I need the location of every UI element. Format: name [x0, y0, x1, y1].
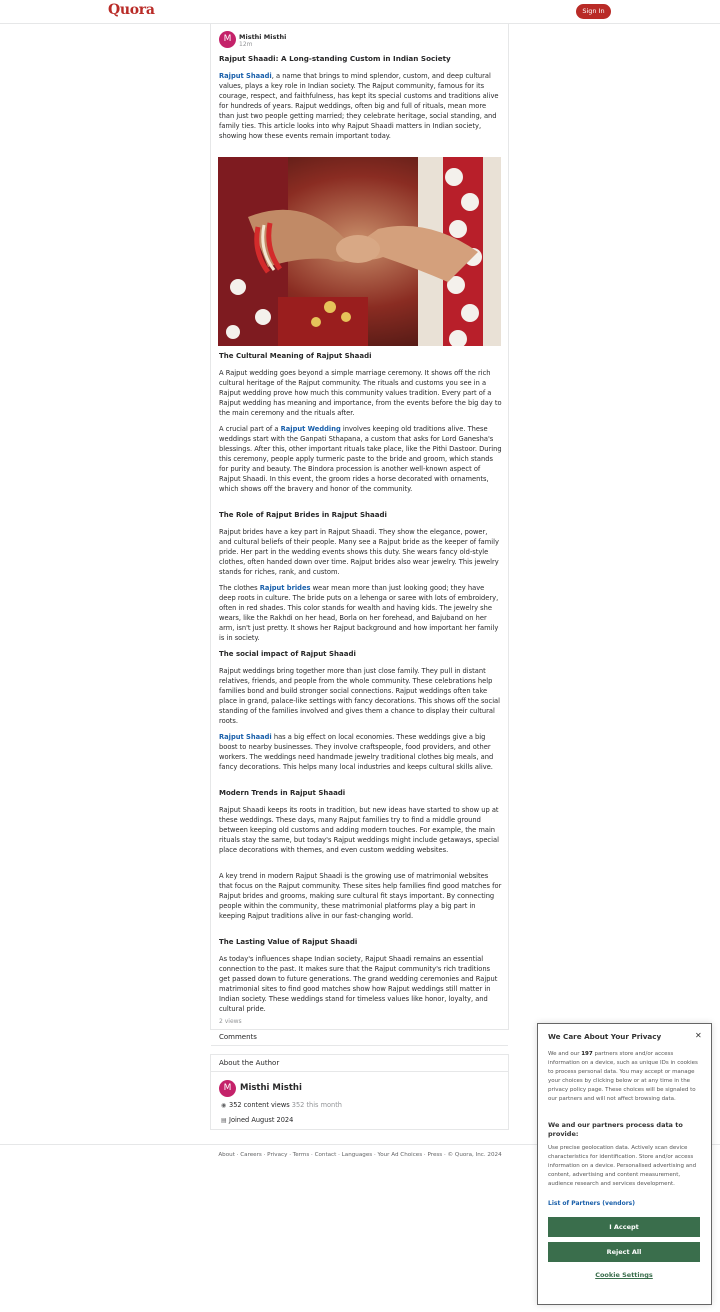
consent-subheading: We and our partners process data to provide:	[548, 1121, 683, 1138]
consent-title: We Care About Your Privacy	[548, 1032, 662, 1041]
author-avatar[interactable]: M	[219, 31, 236, 48]
view-count: 2 views	[219, 1018, 242, 1025]
section-heading-cultural-meaning: The Cultural Meaning of Rajput Shaadi	[219, 352, 372, 360]
sign-in-button[interactable]: Sign In	[576, 4, 611, 19]
comments-label: Comments	[219, 1033, 257, 1041]
section-paragraph: As today's influences shape Indian society, Rajput Shaadi remains an essential connection to the past. It makes sure that the Rajput community's rich traditions get passed down to future generations. The grand wedding ceremonies and Rajput matrimonial sites to find good matches show how Rajput weddings still matter in Indian society. These weddings stand for timeless values like honor, loyalty, and cultural pride.	[219, 955, 498, 1013]
section-paragraph: Rajput Shaadi has a big effect on local economies. These weddings give a big boost to nearby businesses. They involve craftspeople, food providers, and other workers. The weddings need handmade jewelry traditional clothes big meals, and fancy decorations. This helps many local industries and keeps cultural skills alive.	[219, 733, 494, 771]
post-title: Rajput Shaadi: A Long-standing Custom in Indian Society	[219, 54, 451, 63]
joined-stat: ▤ Joined August 2024	[221, 1116, 294, 1124]
section-heading-rajput-brides: The Role of Rajput Brides in Rajput Shaadi	[219, 511, 387, 519]
section-heading-modern-trends: Modern Trends in Rajput Shaadi	[219, 789, 346, 797]
consent-purposes: Use precise geolocation data. Actively scan device characteristics for identification. Store and/or access information on a device. Personalised advertising and content, advertising and content measurement, audience research and services development.	[548, 1145, 697, 1187]
section-paragraph: The clothes Rajput brides wear mean more than just looking good; they have deep roots in culture. The bride puts on a lehenga or saree with lots of embroidery, often in red shades. This color stands for wealth and having kids. The jewelry she wears, like the Rakhdi on her head, Borla on her forehead, and Bajuband on her arm, isn't just pretty. It shows her Rajput background and how important her family is in society.	[219, 584, 499, 642]
quora-logo[interactable]: Quora	[108, 2, 155, 18]
about-author-title: About the Author	[219, 1059, 280, 1067]
eye-icon: ◉	[221, 1102, 227, 1109]
about-author-name[interactable]: Misthi Misthi	[240, 1083, 302, 1093]
cookie-settings-button[interactable]: Cookie Settings	[595, 1271, 653, 1279]
reject-all-button[interactable]: Reject All	[548, 1242, 700, 1262]
wedding-photo	[218, 157, 501, 346]
calendar-icon: ▤	[221, 1117, 227, 1124]
comments-section[interactable]	[211, 1029, 508, 1046]
section-paragraph: A Rajput wedding goes beyond a simple marriage ceremony. It shows off the rich cultural heritage of the Rajput community. The rituals and customs you see in a Rajput wedding prove how much this community values tradition. Every part of a Rajput wedding has meaning and importance, from the events before the big day to the main ceremony and the rituals after.	[219, 369, 502, 417]
rajput-shaadi-link[interactable]: Rajput Shaadi	[219, 72, 272, 80]
author-name[interactable]: Misthi Misthi	[239, 33, 287, 41]
rajput-brides-link[interactable]: Rajput brides	[259, 584, 311, 592]
top-bar	[0, 0, 720, 24]
section-heading-lasting-value: The Lasting Value of Rajput Shaadi	[219, 938, 358, 946]
section-paragraph: A key trend in modern Rajput Shaadi is the growing use of matrimonial websites that focus on the Rajput community. These sites help families find good matches for Rajput brides and grooms, making sure cultural fit stays important. By connecting people within the community, these matrimonial platforms play a big part in keeping Rajput traditions alive in our fast-changing world.	[219, 872, 502, 920]
section-paragraph: Rajput weddings bring together more than just close family. They pull in distant relatives, friends, and people from the whole community. These celebrations help families bond and build stronger social connections. Rajput weddings often take place in grand, palace-like settings with fancy decorations. This shows off the social standing of the families involved and gives them a chance to display their cultural roots.	[219, 667, 501, 725]
wedding-hands-image	[218, 157, 501, 346]
post-timestamp[interactable]: 12m	[239, 41, 253, 48]
footer-links[interactable]: About · Careers · Privacy · Terms · Contact · Languages · Your Ad Choices · Press · © Quora, Inc. 2024	[218, 1152, 502, 1158]
author-avatar[interactable]: M	[219, 1080, 236, 1097]
accept-button[interactable]: I Accept	[548, 1217, 700, 1237]
consent-description: We and our 197 partners store and/or access information on a device, such as unique IDs in cookies to process personal data. You may accept or manage your choices by clicking below or at any time in the privacy policy page. These choices will be signaled to our partners and will not affect browsing data.	[548, 1051, 698, 1102]
section-paragraph: A crucial part of a Rajput Wedding involves keeping old traditions alive. These weddings start with the Ganpati Sthapana, a custom that asks for Lord Ganesha's blessings. After this, other important rituals take place, like the Pithi Dastoor. During this ceremony, people apply turmeric paste to the bride and groom, which stands for purity and beauty. The Bindora procession is another well-known aspect of Rajput Shaadi. In this event, the groom rides a horse decorated with ornaments, which shows off the bravery and honor of the community.	[219, 425, 502, 493]
section-heading-social-impact: The social impact of Rajput Shaadi	[219, 650, 356, 658]
rajput-wedding-link[interactable]: Rajput Wedding	[280, 425, 341, 433]
rajput-shaadi-link[interactable]: Rajput Shaadi	[219, 733, 272, 741]
divider	[211, 1071, 508, 1072]
section-paragraph: Rajput brides have a key part in Rajput Shaadi. They show the elegance, power, and cultural beliefs of their people. Many see a Rajput bride as the keeper of family pride. Her part in the wedding events shows this duty. She wears fancy old-style clothes, often handed down over time. Rajput brides also wear jewelry. This jewelry stands for riches, rank, and custom.	[219, 528, 499, 576]
partners-list-link[interactable]: List of Partners (vendors)	[548, 1200, 635, 1207]
section-paragraph: Rajput Shaadi keeps its roots in tradition, but new ideas have started to show up at these weddings. These days, many Rajput families try to find a middle ground between keeping old customs and adding modern touches. For example, the main rituals stay the same, but today's Rajput weddings might include getaways, special place decorations with themes, and even custom wedding websites.	[219, 806, 499, 854]
content-views-stat: ◉ 352 content views 352 this month	[221, 1101, 342, 1109]
close-icon[interactable]: ✕	[695, 1031, 702, 1040]
intro-paragraph: Rajput Shaadi, a name that brings to mind splendor, custom, and deep cultural values, plays a key role in Indian society. The Rajput community, famous for its courage, respect, and faithfulness, has kept its special customs and traditions alive for hundreds of years. Rajput weddings, often big and full of rituals, mean more than just two people getting married; they celebrate heritage, social standing, and family ties. This article looks into why Rajput Shaadi matters in Indian society, showing how these events remain important today.	[219, 72, 499, 140]
